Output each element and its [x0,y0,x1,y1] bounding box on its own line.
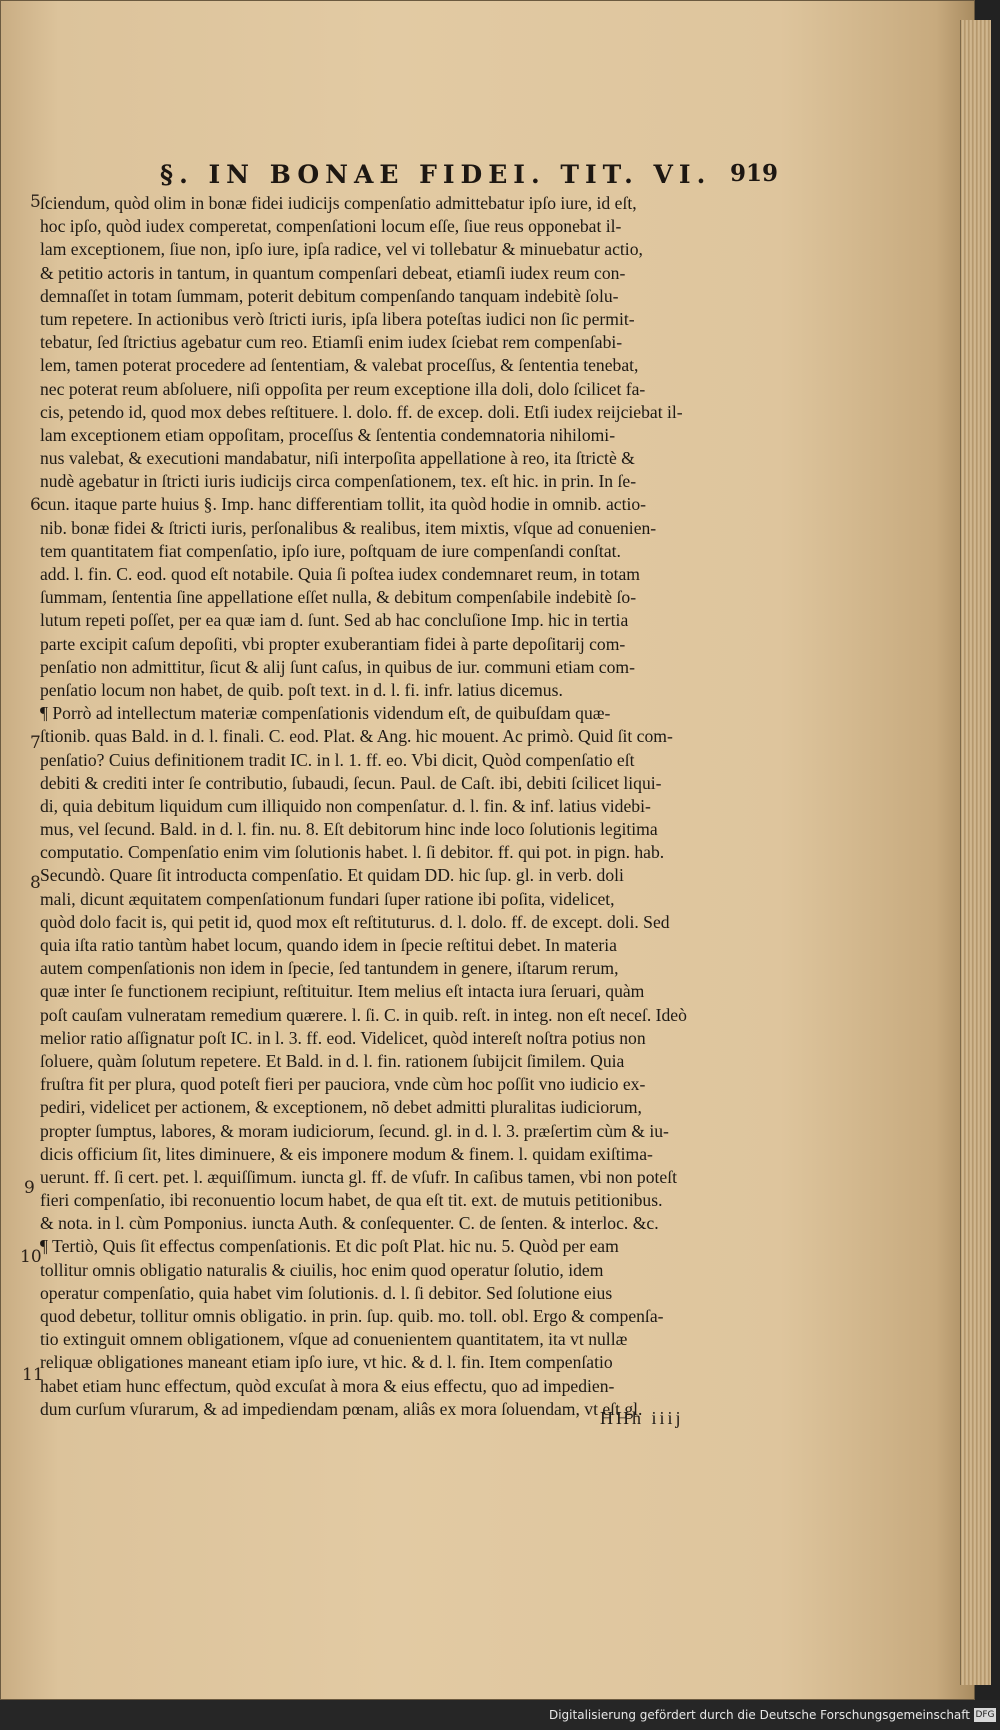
digitization-credit: Digitalisierung gefördert durch die Deutsche Forschungsgemeinschaft [548,1708,970,1722]
text-line: cun. itaque parte huius §. Imp. hanc differentiam tollit, ita quòd hodie in omnib. actio- [40,494,647,515]
dfg-logo: DFG [975,1710,995,1720]
text-line: lam exceptionem, ſiue non, ipſo iure, ipſa radice, vel vi tollebatur & minuebatur actio, [40,239,643,260]
text-line: penſatio non admittitur, ſicut & alij ſunt caſus, in quibus de iur. communi etiam com- [40,656,635,677]
text-line: Secundò. Quare ſit introducta compenſatio. Et quidam DD. hic ſup. gl. in verb. doli [40,865,624,886]
text-line: nec poterat reum abſoluere, niſi oppoſita per reum exceptione illa doli, dolo ſcilicet fa- [40,378,646,399]
text-line: nib. bonæ fidei & ſtricti iuris, perſonalibus & realibus, item mixtis, vſque ad conuenien- [40,517,657,538]
margin-number: 10 [20,1247,42,1267]
text-line: mali, dicunt æquitatem compenſationum fundari ſuper ratione ibi poſita, videlicet, [40,888,615,909]
text-line: quòd dolo facit is, qui petit id, quod mox eſt reſtituturus. d. l. dolo. ff. de except. doli. Sed [40,911,670,932]
text-line: nudè agebatur in ſtricti iuris iudicijs circa compenſationem, tex. eſt hic. in prin. In ſe- [40,471,637,492]
text-line: tebatur, ſed ſtrictius agebatur cum reo. Etiamſi enim iudex ſciebat rem compenſabi- [40,332,623,353]
text-line: tio extinguit omnem obligationem, vſque ad conuenientem quantitatem, ita vt nullæ [40,1329,628,1350]
text-line: tollitur omnis obligatio naturalis & ciuilis, hoc enim quod operatur ſolutio, idem [40,1259,604,1280]
text-line: autem compenſationis non idem in ſpecie, ſed tantundem in genere, iſtarum rerum, [40,958,619,979]
text-line: uerunt. ff. ſi cert. pet. l. æquiſſimum. iuncta gl. ff. de vſufr. In caſibus tamen, vbi non poteſt [40,1166,677,1187]
text-line: lam exceptionem etiam oppoſitam, proceſſus & ſententia condemnatoria nihilomi- [40,424,616,445]
signature-mark: HHh iiij [600,1408,684,1428]
text-line: lem, tamen poterat procedere ad ſententiam, & valebat proceſſus, & ſententia tenebat, [40,355,639,376]
text-line: quæ inter ſe functionem recipiunt, reſtituitur. Item melius eſt intacta iura ſeruari, quàm [40,981,645,1002]
margin-number: 9 [24,1178,35,1198]
body-text [40,192,755,1444]
text-line: penſatio locum non habet, de quib. poſt text. in d. l. fi. infr. latius dicemus. [40,679,563,700]
margin-number: 5 [30,192,41,212]
text-line: mus, vel ſecund. Bald. in d. l. fin. nu. 8. Eſt debitorum hinc inde loco ſolutionis legitima [40,819,658,840]
text-line: penſatio? Cuius definitionem tradit IC. in l. 1. ff. eo. Vbi dicit, Quòd compenſatio eſt [40,749,635,770]
text-line: melior ratio aſſignatur poſt IC. in l. 3. ff. eod. Videlicet, quòd intereſt noſtra potius non [40,1027,646,1048]
text-line: ſummam, ſententia ſine appellatione eſſet nulla, & debitum compenſabile indebitè ſo- [40,587,637,608]
text-line: & petitio actoris in tantum, in quantum compenſari debeat, etiamſi iudex reum con- [40,262,626,283]
text-line: nus valebat, & executioni mandabatur, niſi interpoſita appellatione à reo, ita ſtrictè & [40,448,635,469]
text-line: dicis officium ſit, lites diminuere, & eis imponere modum & finem. l. quidam exiſtima- [40,1143,653,1164]
text-line: debiti & crediti inter ſe contributio, ſubaudi, ſecun. Paul. de Caſt. ibi, debiti ſcilicet liqui- [40,772,662,793]
text-line: demnaſſet in totam ſummam, poterit debitum compenſando tanquam indebitè ſolu- [40,285,619,306]
text-line: fieri compenſatio, ibi reconuentio locum habet, de qua eſt tit. ext. de mutuis petitionibus. [40,1190,663,1211]
text-line: hoc ipſo, quòd iudex comperetat, compenſationi locum eſſe, ſiue reus opponebat il- [40,216,622,237]
text-line: reliquæ obligationes maneant etiam ipſo iure, vt hic. & d. l. fin. Item compenſatio [40,1352,613,1373]
text-line: ſtionib. quas Bald. in d. l. finali. C. eod. Plat. & Ang. hic mouent. Ac primò. Quid ſit com- [40,726,673,747]
text-line: lutum repeti poſſet, per ea quæ iam d. ſunt. Sed ab hac concluſione Imp. hic in tertia [40,610,629,631]
folio-number: 919 [730,160,779,187]
text-line: di, quia debitum liquidum cum illiquido non compenſatur. d. l. fin. & inf. latius videbi- [40,795,651,816]
text-line: parte excipit caſum depoſiti, vbi propter exuberantiam fidei à parte depoſitarij com- [40,633,626,654]
text-line: tem quantitatem fiat compenſatio, ipſo iure, poſtquam de iure compenſandi conſtat. [40,540,621,561]
text-line: & nota. in l. cùm Pomponius. iuncta Auth. & conſequenter. C. de ſenten. & interloc. &c. [40,1213,659,1234]
text-line: dum curſum vſurarum, & ad impediendam pœnam, aliâs ex mora ſoluendam, vt eſt gl. [40,1398,643,1419]
text-line: quia iſta ratio tantùm habet locum, quando idem in ſpecie reſtitui debet. In materia [40,935,617,955]
margin-number: 6 [30,495,41,515]
running-title: §. IN BONAE FIDEI. TIT. VI. [160,160,712,189]
text-line: pediri, videlicet per actionem, & exceptionem, nõ debet admitti pluralitas iudiciorum, [40,1097,642,1118]
text-line: cis, petendo id, quod mox debes reſtituere. l. dolo. ff. de excep. doli. Etſi iudex reijciebat il- [40,401,683,422]
text-line: ſciendum, quòd olim in bonæ fidei iudicijs compenſatio admittebatur ipſo iure, id eſt, [40,193,637,213]
text-line: ¶ Tertiò, Quis ſit effectus compenſationis. Et dic poſt Plat. hic nu. 5. Quòd per eam [40,1236,619,1257]
text-line: computatio. Compenſatio enim vim ſolutionis habet. l. ſi debitor. ff. qui pot. in pign. hab. [40,842,665,863]
text-line: poſt cauſam vulneratam remedium quærere. l. ſi. C. in quib. reſt. in integ. non eſt neceſ. Ideò [40,1004,687,1025]
margin-number: 11 [22,1365,44,1385]
text-line: fruſtra fit per plura, quod poteſt fieri per pauciora, vnde cùm hoc poſſit vno iudicio ex- [40,1074,646,1095]
page-edge [960,20,991,1685]
text-line: ¶ Porrò ad intellectum materiæ compenſationis videndum eſt, de quibuſdam quæ- [40,703,611,724]
text-line: habet etiam hunc effectum, quòd excuſat à mora & eius effectu, quo ad impedien- [40,1375,615,1396]
text-line: quod debetur, tollitur omnis obligatio. in prin. ſup. quib. mo. toll. obl. Ergo & compenſa- [40,1306,664,1326]
text-line: operatur compenſatio, quia habet vim ſolutionis. d. l. ſi debitor. Sed ſolutione eius [40,1282,613,1303]
text-line: add. l. fin. C. eod. quod eſt notabile. Quia ſi poſtea iudex condemnaret reum, in totam [40,564,640,584]
text-line: ſoluere, quàm ſolutum repetere. Et Bald. in d. l. fin. rationem ſubijcit ſimilem. Quia [40,1050,625,1071]
text-line: propter ſumptus, labores, & moram iudiciorum, ſecund. gl. in d. l. 3. præſertim cùm & iu- [40,1120,669,1141]
margin-number: 7 [30,733,41,753]
text-line: tum repetere. In actionibus verò ſtricti iuris, ipſa libera poteſtas iudici non ſic permit- [40,308,635,329]
margin-number: 8 [30,873,41,893]
